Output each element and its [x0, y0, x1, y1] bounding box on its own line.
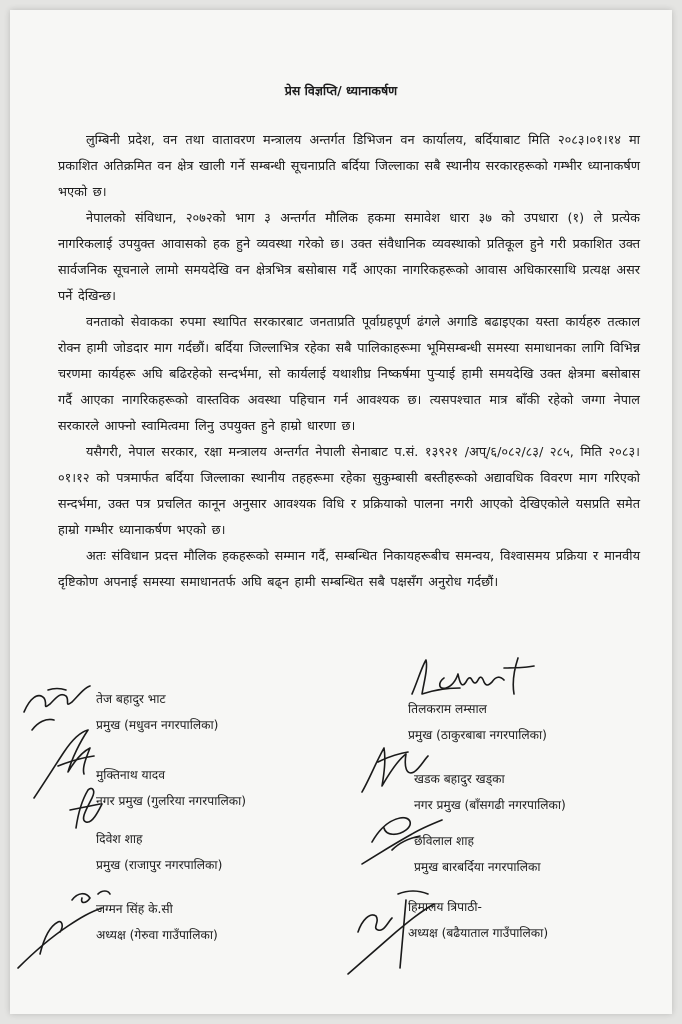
signatory-name: मुक्तिनाथ यादव [96, 768, 165, 782]
signatory-position: प्रमुख (मधुवन नगरपालिका) [96, 718, 219, 732]
signatory-position: प्रमुख (राजापुर नगरपालिका) [96, 858, 223, 872]
letter-body [58, 128, 640, 596]
signatory-block-5 [96, 826, 222, 878]
signatory-block-1 [96, 686, 218, 738]
signature-mark-tripathi [344, 882, 454, 982]
signatory-position: नगर प्रमुख (गुलरिया नगरपालिका) [96, 794, 247, 808]
signatory-block-3 [96, 762, 246, 814]
signatory-position: नगर प्रमुख (बाँसगढी नगरपालिका) [414, 798, 566, 812]
paragraph-1: लुम्बिनी प्रदेश, वन तथा वातावरण मन्त्रालय अन्तर्गत डिभिजन वन कार्यालय, बर्दियाबाट मिति २०८३।०१।१४ मा प्रकाशित अतिक्रमित वन क्षेत्र खाली गर्ने सम्बन्धी सूचनाप्रति बर्दिया जिल्लाका सबै स्थानीय सरकारहरूको गम्भीर ध्यानाकर्षण भएको छ। [58, 133, 640, 200]
signatory-name: हिमालय त्रिपाठी- [408, 900, 482, 914]
signatory-name: खडक बहादुर खड्का [414, 772, 505, 786]
signatory-block-7 [96, 896, 218, 948]
paragraph-3: वनताको सेवाकका रुपमा स्थापित सरकारबाट जनताप्रति पूर्वाग्रहपूर्ण ढंगले अगाडि बढाइएका यस्ता कार्यहरु तत्काल रोक्न हामी जोडदार माग गर्दछौं। बर्दिया जिल्लाभित्र रहेका सबै पालिकाहरूमा भूमिसम्बन्धी समस्या समाधानका लागि विभिन्न चरणमा कार्यहरू अघि बढिरहेको सन्दर्भमा, सो कार्यलाई यथाशीघ्र निष्कर्षमा पुऱ्याई हामी समयदेखि उक्त क्षेत्रमा बसोबास गर्दै आएका नागरिकहरूको वास्तविक अवस्था पहिचान गर्न आवश्यक छ। त्यसपश्चात मात्र बाँकी रहेको जग्गा नेपाल सरकारले आफ्नो स्वामित्वमा लिनु उपयुक्त हुने हाम्रो धारणा छ। [58, 315, 640, 434]
signatory-position: अध्यक्ष (गेरुवा गाउँपालिका) [96, 928, 218, 942]
signature-mark-shah-d [62, 782, 112, 832]
signature-mark-bhat-2 [28, 714, 68, 734]
signature-mark-kc [14, 882, 114, 972]
signatory-name: तिलकराम लम्साल [408, 702, 487, 716]
paragraph-4: यसैगरी, नेपाल सरकार, रक्षा मन्त्रालय अन्तर्गत नेपाली सेनाबाट प.सं. १३९२१ /अप्/६/०८२/८३/ २८५, मिति २०८३।०१।१२ को पत्रमार्फत बर्दिया जिल्लाका स्थानीय तहहरूमा रहेका सुकुम्बासी बस्तीहरूको अद्यावधिक विवरण माग गरिएको सन्दर्भमा, उक्त पत्र प्रचलित कानून अनुसार आवश्यक विधि र प्रक्रियाको पालना नगरी आएको देखिएकोले यसप्रति समेत हाम्रो गम्भीर ध्यानाकर्षण भएको छ। [58, 445, 640, 538]
signatory-name: दिवेश शाह [96, 832, 143, 846]
paragraph-5: अतः संविधान प्रदत्त मौलिक हकहरूको सम्मान गर्दै, सम्बन्धित निकायहरूबीच समन्वय, विश्वासमय प्रक्रिया र मानवीय दृष्टिकोण अपनाई समस्या समाधानतर्फ अघि बढ्न हामी सम्बन्धित सबै पक्षसँग अनुरोध गर्दछौं। [58, 549, 640, 590]
signatory-name: जग्मन सिंह के.सी [96, 902, 173, 916]
signatory-name: छविलाल शाह [414, 834, 474, 848]
signatory-position: प्रमुख बारबर्दिया नगरपालिका [414, 860, 541, 874]
signatory-name: तेज बहादुर भाट [96, 692, 166, 706]
signatory-position: प्रमुख (ठाकुरबाबा नगरपालिका) [408, 728, 547, 742]
signature-mark-shah-c [356, 806, 446, 866]
signatory-position: अध्यक्ष (बढैयाताल गाउँपालिका) [408, 926, 549, 940]
paragraph-2: नेपालको संविधान, २०७२को भाग ३ अन्तर्गत मौलिक हकमा समावेश धारा ३७ को उपधारा (१) ले प्रत्येक नागरिकलाई उपयुक्त आवासको हक हुने व्यवस्था गरेको छ। उक्त संवैधानिक व्यवस्थाको प्रतिकूल हुने गरी प्रकाशित उक्त सार्वजनिक सूचनाले लामो समयदेखि वन क्षेत्रभित्र बसोबास गर्दै आएका नागरिकहरूको आवास अधिकारसाथि प्रत्यक्ष असर पर्ने देखिन्छ। [58, 211, 640, 304]
page-title: प्रेस विज्ञप्ति/ ध्यानाकर्षण [284, 83, 398, 98]
signature-mark-khadka [356, 738, 436, 798]
signature-mark-lamsal [404, 654, 564, 702]
letter-page [10, 10, 672, 1014]
